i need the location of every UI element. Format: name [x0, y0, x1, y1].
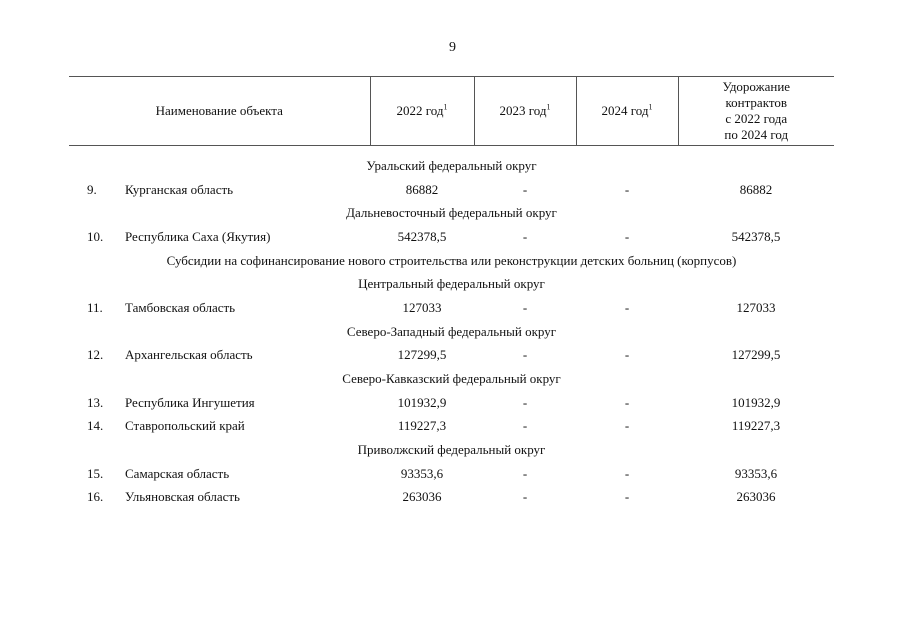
- column-header-2023: 2023 год$^1$: [474, 77, 576, 146]
- value-2024: -: [624, 181, 630, 197]
- table-row: [69, 391, 834, 415]
- row-number: 15.: [87, 465, 104, 481]
- value-2023: -: [522, 299, 528, 315]
- section-heading-row: [69, 320, 834, 344]
- row-number: 11.: [87, 299, 103, 315]
- object-cell: [69, 415, 370, 439]
- row-number: 13.: [87, 394, 104, 410]
- table-body: [69, 146, 834, 510]
- value-increase: 263036: [736, 489, 776, 505]
- value-increase: 93353,6: [734, 465, 778, 481]
- section-heading-row: [69, 201, 834, 225]
- section-heading-row: [69, 438, 834, 462]
- section-heading: Субсидии на софинансирование нового строительства или реконструкции детских больниц (корпусов): [166, 252, 737, 268]
- value-2022: 93353,6: [400, 465, 444, 481]
- section-heading: Центральный федеральный округ: [358, 276, 545, 292]
- object-name: Курганская область: [125, 181, 234, 197]
- row-number: 9.: [87, 181, 97, 197]
- section-heading: Уральский федеральный округ: [366, 157, 537, 173]
- table-row: [69, 462, 834, 486]
- value-2022: 86882: [405, 181, 439, 197]
- section-heading: Северо-Кавказский федеральный округ: [342, 371, 561, 387]
- value-2023: -: [522, 181, 528, 197]
- column-header-2022: 2022 год$^1$: [370, 77, 474, 146]
- object-name: Ульяновская область: [125, 489, 240, 505]
- row-number: 14.: [87, 418, 104, 434]
- table-row: [69, 178, 834, 202]
- value-2023: -: [522, 347, 528, 363]
- object-cell: [69, 296, 370, 320]
- column-header-name: Наименование объекта: [69, 77, 370, 146]
- value-2022: 127299,5: [397, 347, 447, 363]
- object-cell: [69, 462, 370, 486]
- value-2023: -: [522, 394, 528, 410]
- table-row: [69, 296, 834, 320]
- value-2022: 101932,9: [397, 394, 447, 410]
- object-name: Республика Ингушетия: [125, 394, 255, 410]
- object-name: Тамбовская область: [125, 299, 236, 315]
- value-increase: 101932,9: [731, 394, 781, 410]
- object-cell: [69, 486, 370, 510]
- value-2023: -: [522, 418, 528, 434]
- row-number: 10.: [87, 228, 104, 244]
- section-heading-row: [69, 272, 834, 296]
- column-header-2024: 2024 год$^1$: [576, 77, 678, 146]
- value-increase: 542378,5: [731, 228, 781, 244]
- value-2024: -: [624, 489, 630, 505]
- value-2023: -: [522, 465, 528, 481]
- budget-table: [69, 76, 834, 509]
- value-2024: -: [624, 299, 630, 315]
- table-header: [69, 77, 834, 146]
- object-name: Ставропольский край: [125, 418, 245, 434]
- value-increase: 127033: [736, 299, 776, 315]
- section-heading-row: [69, 249, 834, 273]
- table-row: [69, 344, 834, 368]
- object-name: Республика Саха (Якутия): [125, 228, 271, 244]
- value-2024: -: [624, 228, 630, 244]
- footnote-mark: 1: [443, 102, 448, 112]
- value-2023: -: [522, 228, 528, 244]
- column-header-increase: Удорожание контрактов с 2022 года по 2024 год: [678, 77, 834, 146]
- value-2022: 542378,5: [397, 228, 447, 244]
- row-number: 16.: [87, 489, 104, 505]
- section-heading: Дальневосточный федеральный округ: [346, 205, 557, 221]
- row-number: 12.: [87, 347, 104, 363]
- value-2022: 119227,3: [397, 418, 447, 434]
- page-number: 9: [449, 40, 456, 55]
- value-increase: 119227,3: [731, 418, 781, 434]
- object-cell: [69, 225, 370, 249]
- value-2022: 127033: [402, 299, 442, 315]
- section-heading: Северо-Западный федеральный округ: [346, 323, 557, 339]
- table-row: [69, 225, 834, 249]
- value-2024: -: [624, 418, 630, 434]
- value-2023: -: [522, 489, 528, 505]
- footnote-mark: 1: [546, 102, 551, 112]
- value-2022: 263036: [402, 489, 442, 505]
- object-name: Самарская область: [125, 465, 230, 481]
- value-2024: -: [624, 347, 630, 363]
- value-increase: 86882: [739, 181, 773, 197]
- value-2024: -: [624, 394, 630, 410]
- object-name: Архангельская область: [125, 347, 253, 363]
- footnote-mark: 1: [648, 102, 653, 112]
- section-heading: Приволжский федеральный округ: [357, 442, 546, 458]
- value-increase: 127299,5: [731, 347, 781, 363]
- section-heading-row: [69, 367, 834, 391]
- value-2024: -: [624, 465, 630, 481]
- object-cell: [69, 178, 370, 202]
- object-cell: [69, 344, 370, 368]
- table-row: [69, 486, 834, 510]
- table-row: [69, 415, 834, 439]
- section-heading-row: [69, 146, 834, 178]
- object-cell: [69, 391, 370, 415]
